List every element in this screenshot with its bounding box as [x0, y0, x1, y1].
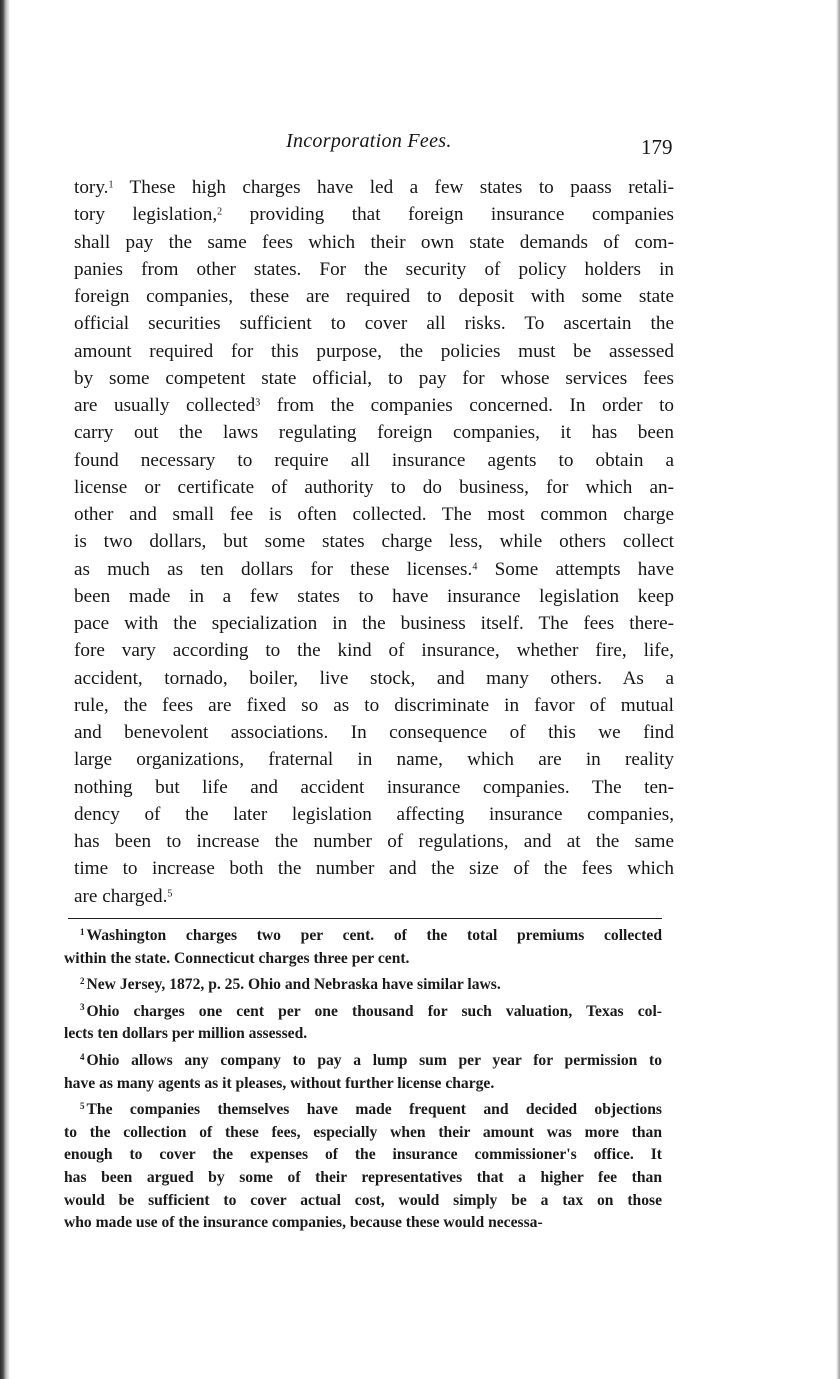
footnote-text: has been argued by some of their representatives that a higher fee than	[64, 1168, 662, 1186]
footnote-reference: 4	[472, 561, 478, 572]
footnote-text: New Jersey, 1872, p. 25. Ohio and Nebraska have similar laws.	[86, 976, 501, 994]
body-line-text: rule, the fees are fixed so as to discriminate in favor of mutual	[74, 694, 674, 716]
body-line-text: tory.	[74, 177, 109, 198]
footnote-reference: 1	[108, 179, 114, 191]
body-line	[74, 201, 674, 228]
body-text	[74, 174, 674, 910]
footnote-number: 1	[80, 926, 85, 937]
body-line-text: are usually collected	[74, 395, 256, 416]
footnote-text: would be sufficient to cover actual cost, would simply be a tax on those	[64, 1191, 662, 1209]
body-line	[74, 229, 674, 256]
running-title: Incorporation Fees.	[286, 130, 452, 152]
footnote-text: Ohio charges one cent per one thousand for such valuation, Texas col-	[86, 1002, 662, 1020]
body-line-text: is two dollars, but some states charge less, while others collect	[74, 531, 674, 553]
body-line-text: accident, tornado, boiler, live stock, and many others. As a	[74, 667, 674, 689]
body-line	[74, 746, 674, 773]
body-line-text: by some competent state official, to pay for whose services fees	[74, 367, 674, 389]
body-line	[74, 556, 674, 583]
body-line	[74, 637, 674, 664]
body-line-text: shall pay the same fees which their own state demands of com-	[74, 231, 674, 253]
body-line	[74, 774, 674, 801]
body-line	[74, 583, 674, 610]
body-line	[74, 883, 674, 910]
footnote-text: Washington charges two per cent. of the total premiums collected	[86, 927, 662, 944]
footnote	[64, 1050, 662, 1095]
footnote-text: enough to cover the expenses of the insurance commissioner's office. It	[64, 1146, 662, 1164]
body-line-text: pace with the specialization in the business itself. The fees there-	[74, 613, 674, 634]
body-line	[74, 256, 674, 283]
body-line	[74, 719, 674, 746]
body-line-text: dency of the later legislation affecting insurance companies,	[74, 803, 674, 825]
footnote	[64, 1001, 662, 1046]
body-line-text: carry out the laws regulating foreign companies, it has been	[74, 422, 674, 444]
footnote-text: have as many agents as it pleases, without further license charge.	[64, 1074, 495, 1092]
footnote-text: to the collection of these fees, especially when their amount was more than	[64, 1123, 662, 1141]
footnote-text: lects ten dollars per million assessed.	[64, 1025, 308, 1043]
body-line-text: are charged.	[74, 885, 168, 907]
body-line	[74, 365, 674, 392]
footnote-line	[64, 1190, 662, 1213]
body-line	[74, 801, 674, 828]
footnote	[64, 925, 662, 970]
footnote-text: who made use of the insurance companies, because these would necessa-	[64, 1214, 543, 1232]
body-line-text: as much as ten dollars for these licenses.	[74, 558, 473, 580]
footnote-line	[64, 1050, 662, 1073]
footnotes	[64, 925, 662, 1239]
footnote-text: within the state. Connecticut charges three per cent.	[64, 949, 410, 967]
footnote-line	[64, 1073, 662, 1096]
footnote-text: Ohio allows any company to pay a lump sum per year for permission to	[86, 1051, 662, 1069]
body-line-text: from the companies concerned. In order to	[260, 395, 674, 416]
body-line	[74, 828, 674, 855]
footnote-line	[64, 1212, 662, 1235]
body-line	[74, 338, 674, 365]
footnote-line	[64, 1144, 662, 1167]
body-line-text: been made in a few states to have insurance legislation keep	[74, 585, 674, 607]
body-line	[74, 692, 674, 719]
body-line-text: These high charges have led a few states to paass retali-	[113, 177, 674, 198]
footnote-number: 2	[80, 975, 85, 986]
body-line-text: nothing but life and accident insurance companies. The ten-	[74, 776, 674, 798]
body-line	[74, 665, 674, 692]
footnote-line	[64, 1023, 662, 1046]
footnote-reference: 5	[167, 888, 173, 899]
body-line	[74, 855, 674, 882]
body-line	[74, 310, 674, 337]
body-line-text: panies from other states. For the security of policy holders in	[74, 258, 674, 280]
footnote-line	[64, 948, 662, 971]
footnote	[64, 974, 662, 997]
body-line-text: large organizations, fraternal in name, which are in reality	[74, 749, 674, 771]
footnote-line	[64, 1122, 662, 1145]
body-line	[74, 419, 674, 446]
body-line-text: has been to increase the number of regulations, and at the same	[74, 831, 674, 852]
footnote	[64, 1099, 662, 1235]
footnote-number: 4	[80, 1051, 85, 1062]
footnote-reference: 2	[217, 206, 223, 218]
body-line-text: foreign companies, these are required to deposit with some state	[74, 286, 674, 307]
scan-left-edge	[0, 0, 10, 1379]
footnote-number: 5	[80, 1100, 85, 1111]
footnote-line	[64, 1001, 662, 1024]
body-line	[74, 174, 674, 201]
footnote-reference: 3	[255, 397, 261, 409]
body-line	[74, 610, 674, 637]
footnote-line	[64, 1167, 662, 1190]
body-line-text: amount required for this purpose, the policies must be assessed	[74, 340, 674, 362]
body-line-text: providing that foreign insurance companies	[222, 204, 674, 226]
footnote-line	[64, 974, 662, 997]
footnote-text: The companies themselves have made frequent and decided objections	[86, 1101, 662, 1119]
footnote-line	[64, 1099, 662, 1122]
body-line-text: Some attempts have	[477, 558, 675, 580]
footnote-rule	[68, 918, 662, 919]
footnote-number: 3	[80, 1002, 85, 1013]
body-line-text: official securities sufficient to cover all risks. To ascertain the	[74, 313, 674, 335]
body-line-text: tory legislation,	[74, 204, 218, 226]
page-number: 179	[641, 135, 673, 159]
body-line	[74, 528, 674, 555]
body-line	[74, 392, 674, 419]
body-line	[74, 283, 674, 310]
scan-right-edge	[836, 0, 840, 1379]
footnote-line	[64, 925, 662, 948]
body-line-text: other and small fee is often collected. The most common charge	[74, 504, 674, 525]
body-line	[74, 447, 674, 474]
body-line	[74, 501, 674, 528]
body-line-text: and benevolent associations. In consequence of this we find	[74, 722, 674, 743]
body-line	[74, 474, 674, 501]
body-line-text: found necessary to require all insurance agents to obtain a	[74, 449, 674, 471]
body-line-text: time to increase both the number and the size of the fees which	[74, 858, 674, 880]
body-line-text: fore vary according to the kind of insurance, whether fire, life,	[74, 640, 674, 662]
body-line-text: license or certificate of authority to do business, for which an-	[74, 476, 674, 498]
